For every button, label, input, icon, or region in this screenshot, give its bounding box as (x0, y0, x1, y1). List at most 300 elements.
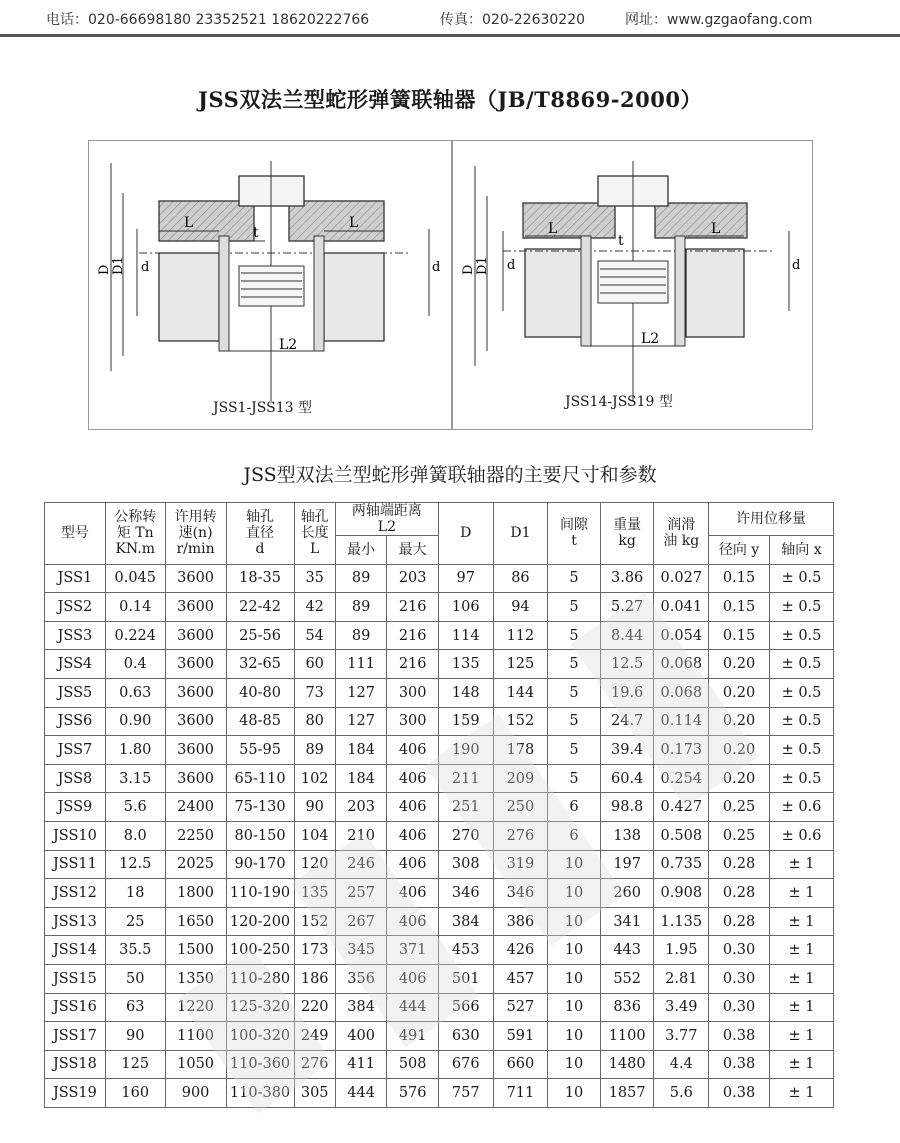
cell-torque: 125 (105, 1050, 165, 1079)
coupling-drawing-1 (89, 141, 451, 429)
cell-dist-min: 257 (335, 879, 387, 908)
dim-d-left-label: d (507, 258, 516, 273)
cell-disp-axial: ± 0.5 (769, 736, 833, 765)
cell-D1: 125 (493, 650, 548, 679)
cell-weight: 1100 (600, 1022, 654, 1051)
phone-text: 电话：020-66698180 23352521 18620222766 (46, 12, 370, 28)
cell-bore: 18-35 (226, 564, 294, 593)
cell-D1: 426 (493, 936, 548, 965)
cell-disp-radial: 0.38 (709, 1079, 770, 1108)
cell-gap: 5 (548, 650, 601, 679)
cell-model: JSS11 (45, 850, 106, 879)
cell-oil: 0.427 (654, 793, 709, 822)
cell-dist-min: 127 (335, 678, 387, 707)
cell-D1: 319 (493, 850, 548, 879)
cell-dist-max: 508 (387, 1050, 439, 1079)
dim-d-left-label: d (141, 260, 150, 275)
cell-bore: 40-80 (226, 678, 294, 707)
cell-disp-axial: ± 1 (769, 1050, 833, 1079)
table-title: JSS型双法兰型蛇形弹簧联轴器的主要尺寸和参数 (243, 464, 657, 486)
cell-gap: 6 (548, 821, 601, 850)
cell-speed: 3600 (165, 707, 226, 736)
cell-weight: 138 (600, 821, 654, 850)
cell-speed: 1100 (165, 1022, 226, 1051)
cell-D: 114 (438, 621, 493, 650)
cell-weight: 260 (600, 879, 654, 908)
cell-model: JSS12 (45, 879, 106, 908)
cell-model: JSS17 (45, 1022, 106, 1051)
cell-torque: 50 (105, 964, 165, 993)
table-row (45, 936, 834, 965)
cell-model: JSS8 (45, 764, 106, 793)
cell-disp-radial: 0.20 (709, 650, 770, 679)
cell-gap: 6 (548, 793, 601, 822)
table-row (45, 564, 834, 593)
cell-torque: 8.0 (105, 821, 165, 850)
cell-disp-axial: ± 0.5 (769, 764, 833, 793)
header-bore: 轴孔 直径 d (226, 503, 294, 565)
cell-D: 106 (438, 593, 493, 622)
cell-disp-axial: ± 0.5 (769, 650, 833, 679)
cell-oil: 1.95 (654, 936, 709, 965)
cell-dist-min: 246 (335, 850, 387, 879)
cell-gap: 10 (548, 879, 601, 908)
cell-oil: 0.041 (654, 593, 709, 622)
cell-D: 501 (438, 964, 493, 993)
cell-dist-max: 406 (387, 907, 439, 936)
cell-gap: 10 (548, 1050, 601, 1079)
cell-weight: 552 (600, 964, 654, 993)
figure-jss1-13 (88, 140, 452, 430)
cell-gap: 5 (548, 707, 601, 736)
cell-oil: 3.49 (654, 993, 709, 1022)
cell-D: 757 (438, 1079, 493, 1108)
cell-speed: 1220 (165, 993, 226, 1022)
dim-L2-label: L2 (279, 337, 298, 353)
cell-D1: 457 (493, 964, 548, 993)
cell-bore: 100-250 (226, 936, 294, 965)
cell-oil: 0.908 (654, 879, 709, 908)
cell-weight: 98.8 (600, 793, 654, 822)
table-row (45, 993, 834, 1022)
cell-dist-min: 267 (335, 907, 387, 936)
table-row (45, 593, 834, 622)
cell-gap: 10 (548, 907, 601, 936)
cell-D: 384 (438, 907, 493, 936)
cell-disp-axial: ± 1 (769, 1079, 833, 1108)
cell-speed: 1650 (165, 907, 226, 936)
cell-gap: 10 (548, 936, 601, 965)
website-text: 网址：www.gzgaofang.com (625, 12, 813, 28)
cell-disp-radial: 0.30 (709, 993, 770, 1022)
cell-model: JSS5 (45, 678, 106, 707)
cell-D: 251 (438, 793, 493, 822)
cell-dist-min: 210 (335, 821, 387, 850)
header-dist-max: 最大 (387, 536, 439, 565)
cell-disp-axial: ± 1 (769, 907, 833, 936)
header-model: 型号 (45, 503, 106, 565)
dim-t-label: t (253, 225, 259, 241)
dim-t-label: t (618, 233, 624, 249)
cell-dist-max: 406 (387, 821, 439, 850)
figure-caption-2: JSS14-JSS19 型 (565, 394, 673, 410)
cell-D1: 386 (493, 907, 548, 936)
cell-dist-max: 576 (387, 1079, 439, 1108)
cell-weight: 60.4 (600, 764, 654, 793)
cell-dist-max: 406 (387, 764, 439, 793)
cell-gap: 10 (548, 993, 601, 1022)
cell-bore: 48-85 (226, 707, 294, 736)
cell-model: JSS7 (45, 736, 106, 765)
cell-D1: 144 (493, 678, 548, 707)
cell-disp-axial: ± 1 (769, 850, 833, 879)
spec-table (44, 502, 834, 1108)
dim-L2-label: L2 (641, 331, 660, 347)
cell-bore: 32-65 (226, 650, 294, 679)
cell-disp-axial: ± 0.5 (769, 621, 833, 650)
cell-torque: 0.045 (105, 564, 165, 593)
cell-speed: 3600 (165, 764, 226, 793)
cell-D1: 711 (493, 1079, 548, 1108)
cell-torque: 12.5 (105, 850, 165, 879)
cell-weight: 12.5 (600, 650, 654, 679)
table-row (45, 850, 834, 879)
cell-disp-radial: 0.38 (709, 1050, 770, 1079)
cell-disp-axial: ± 0.5 (769, 593, 833, 622)
header-weight: 重量 kg (600, 503, 654, 565)
contact-bar (0, 0, 900, 34)
cell-model: JSS18 (45, 1050, 106, 1079)
cell-oil: 0.173 (654, 736, 709, 765)
cell-dist-min: 89 (335, 621, 387, 650)
coupling-drawing-2 (453, 141, 812, 429)
header-length: 轴孔 长度 L (294, 503, 335, 565)
cell-disp-radial: 0.25 (709, 821, 770, 850)
cell-bore: 65-110 (226, 764, 294, 793)
cell-oil: 1.135 (654, 907, 709, 936)
cell-speed: 1500 (165, 936, 226, 965)
cell-D: 453 (438, 936, 493, 965)
cell-D1: 250 (493, 793, 548, 822)
cell-oil: 0.027 (654, 564, 709, 593)
fax-text: 传真：020-22630220 (440, 12, 586, 28)
cell-D: 211 (438, 764, 493, 793)
cell-dist-max: 216 (387, 650, 439, 679)
table-row (45, 736, 834, 765)
cell-length: 152 (294, 907, 335, 936)
dim-D-label: D (97, 264, 112, 275)
cell-D: 308 (438, 850, 493, 879)
cell-dist-max: 406 (387, 793, 439, 822)
cell-torque: 25 (105, 907, 165, 936)
cell-gap: 5 (548, 621, 601, 650)
cell-gap: 10 (548, 964, 601, 993)
cell-oil: 5.6 (654, 1079, 709, 1108)
header-dist-min: 最小 (335, 536, 387, 565)
cell-speed: 1350 (165, 964, 226, 993)
cell-gap: 10 (548, 1022, 601, 1051)
dim-L-left-label: L (184, 215, 194, 231)
cell-dist-max: 406 (387, 964, 439, 993)
cell-torque: 160 (105, 1079, 165, 1108)
cell-torque: 35.5 (105, 936, 165, 965)
cell-bore: 90-170 (226, 850, 294, 879)
cell-disp-radial: 0.15 (709, 593, 770, 622)
header-disp-axial: 轴向 x (769, 536, 833, 565)
cell-weight: 1857 (600, 1079, 654, 1108)
cell-model: JSS14 (45, 936, 106, 965)
cell-weight: 24.7 (600, 707, 654, 736)
cell-torque: 0.14 (105, 593, 165, 622)
dim-D1-label: D1 (475, 256, 490, 275)
cell-dist-max: 491 (387, 1022, 439, 1051)
dim-d-right-label: d (432, 260, 441, 275)
cell-dist-min: 356 (335, 964, 387, 993)
cell-weight: 39.4 (600, 736, 654, 765)
cell-weight: 5.27 (600, 593, 654, 622)
cell-length: 220 (294, 993, 335, 1022)
cell-length: 120 (294, 850, 335, 879)
header-torque: 公称转 矩 Tn KN.m (105, 503, 165, 565)
table-row (45, 1022, 834, 1051)
cell-disp-radial: 0.20 (709, 736, 770, 765)
cell-weight: 341 (600, 907, 654, 936)
cell-bore: 110-360 (226, 1050, 294, 1079)
cell-speed: 3600 (165, 736, 226, 765)
cell-D1: 527 (493, 993, 548, 1022)
cell-D: 346 (438, 879, 493, 908)
table-row (45, 964, 834, 993)
cell-length: 102 (294, 764, 335, 793)
cell-bore: 80-150 (226, 821, 294, 850)
cell-D: 159 (438, 707, 493, 736)
cell-torque: 0.63 (105, 678, 165, 707)
cell-oil: 3.77 (654, 1022, 709, 1051)
cell-disp-axial: ± 1 (769, 1022, 833, 1051)
cell-dist-max: 203 (387, 564, 439, 593)
header-disp-radial: 径向 y (709, 536, 770, 565)
cell-length: 249 (294, 1022, 335, 1051)
cell-weight: 19.6 (600, 678, 654, 707)
cell-D: 566 (438, 993, 493, 1022)
cell-D1: 94 (493, 593, 548, 622)
table-row (45, 907, 834, 936)
cell-length: 276 (294, 1050, 335, 1079)
cell-D1: 152 (493, 707, 548, 736)
cell-disp-radial: 0.20 (709, 764, 770, 793)
cell-bore: 25-56 (226, 621, 294, 650)
cell-oil: 0.508 (654, 821, 709, 850)
cell-length: 305 (294, 1079, 335, 1108)
cell-D: 135 (438, 650, 493, 679)
header-D1: D1 (493, 503, 548, 565)
cell-torque: 0.224 (105, 621, 165, 650)
cell-disp-radial: 0.25 (709, 793, 770, 822)
cell-gap: 5 (548, 764, 601, 793)
cell-speed: 900 (165, 1079, 226, 1108)
dim-D-label: D (461, 264, 476, 275)
cell-dist-min: 411 (335, 1050, 387, 1079)
cell-bore: 55-95 (226, 736, 294, 765)
cell-speed: 3600 (165, 678, 226, 707)
cell-torque: 1.80 (105, 736, 165, 765)
dim-L-right-label: L (711, 221, 721, 237)
cell-disp-radial: 0.38 (709, 1022, 770, 1051)
cell-model: JSS15 (45, 964, 106, 993)
cell-dist-min: 184 (335, 764, 387, 793)
table-row (45, 1050, 834, 1079)
cell-D: 97 (438, 564, 493, 593)
cell-disp-radial: 0.20 (709, 707, 770, 736)
cell-torque: 0.4 (105, 650, 165, 679)
cell-D1: 112 (493, 621, 548, 650)
cell-length: 42 (294, 593, 335, 622)
cell-model: JSS1 (45, 564, 106, 593)
header-distance: 两轴端距离 L2 (335, 503, 438, 536)
cell-length: 89 (294, 736, 335, 765)
cell-D1: 660 (493, 1050, 548, 1079)
cell-speed: 3600 (165, 650, 226, 679)
cell-model: JSS9 (45, 793, 106, 822)
cell-D: 270 (438, 821, 493, 850)
cell-dist-max: 216 (387, 621, 439, 650)
dim-d-right-label: d (792, 258, 801, 273)
cell-length: 60 (294, 650, 335, 679)
cell-dist-min: 444 (335, 1079, 387, 1108)
cell-torque: 3.15 (105, 764, 165, 793)
cell-speed: 1050 (165, 1050, 226, 1079)
cell-disp-radial: 0.28 (709, 850, 770, 879)
cell-dist-max: 371 (387, 936, 439, 965)
cell-bore: 100-320 (226, 1022, 294, 1051)
cell-disp-radial: 0.28 (709, 879, 770, 908)
cell-D: 148 (438, 678, 493, 707)
cell-oil: 4.4 (654, 1050, 709, 1079)
cell-length: 73 (294, 678, 335, 707)
cell-length: 135 (294, 879, 335, 908)
cell-disp-radial: 0.28 (709, 907, 770, 936)
cell-D1: 346 (493, 879, 548, 908)
cell-dist-max: 300 (387, 678, 439, 707)
header-D: D (438, 503, 493, 565)
cell-speed: 3600 (165, 593, 226, 622)
header-gap: 间隙 t (548, 503, 601, 565)
cell-bore: 120-200 (226, 907, 294, 936)
cell-disp-axial: ± 1 (769, 936, 833, 965)
cell-gap: 5 (548, 593, 601, 622)
cell-D: 190 (438, 736, 493, 765)
cell-weight: 3.86 (600, 564, 654, 593)
cell-oil: 0.068 (654, 678, 709, 707)
cell-gap: 5 (548, 736, 601, 765)
cell-model: JSS2 (45, 593, 106, 622)
cell-disp-axial: ± 0.6 (769, 793, 833, 822)
cell-disp-radial: 0.20 (709, 678, 770, 707)
cell-dist-max: 406 (387, 736, 439, 765)
dim-L-right-label: L (349, 215, 359, 231)
cell-gap: 10 (548, 1079, 601, 1108)
cell-model: JSS19 (45, 1079, 106, 1108)
cell-length: 186 (294, 964, 335, 993)
cell-model: JSS13 (45, 907, 106, 936)
cell-dist-min: 400 (335, 1022, 387, 1051)
header-divider (0, 34, 900, 37)
table-row (45, 707, 834, 736)
cell-dist-max: 444 (387, 993, 439, 1022)
table-row (45, 793, 834, 822)
cell-weight: 443 (600, 936, 654, 965)
cell-dist-max: 300 (387, 707, 439, 736)
dim-D1-label: D1 (111, 256, 126, 275)
cell-dist-min: 345 (335, 936, 387, 965)
cell-D1: 591 (493, 1022, 548, 1051)
cell-weight: 1480 (600, 1050, 654, 1079)
cell-speed: 2400 (165, 793, 226, 822)
table-row (45, 879, 834, 908)
header-speed: 许用转 速(n) r/min (165, 503, 226, 565)
cell-D: 676 (438, 1050, 493, 1079)
table-row (45, 1079, 834, 1108)
cell-disp-radial: 0.30 (709, 964, 770, 993)
cell-weight: 836 (600, 993, 654, 1022)
cell-D1: 276 (493, 821, 548, 850)
table-row (45, 621, 834, 650)
cell-dist-min: 89 (335, 564, 387, 593)
cell-gap: 10 (548, 850, 601, 879)
cell-model: JSS10 (45, 821, 106, 850)
cell-bore: 75-130 (226, 793, 294, 822)
cell-disp-axial: ± 0.5 (769, 678, 833, 707)
cell-D: 630 (438, 1022, 493, 1051)
cell-dist-max: 406 (387, 850, 439, 879)
figure-caption-1: JSS1-JSS13 型 (213, 400, 312, 416)
cell-torque: 0.90 (105, 707, 165, 736)
cell-length: 80 (294, 707, 335, 736)
cell-length: 90 (294, 793, 335, 822)
cell-oil: 2.81 (654, 964, 709, 993)
cell-model: JSS4 (45, 650, 106, 679)
cell-oil: 0.054 (654, 621, 709, 650)
cell-speed: 2025 (165, 850, 226, 879)
cell-dist-min: 384 (335, 993, 387, 1022)
cell-speed: 2250 (165, 821, 226, 850)
cell-length: 104 (294, 821, 335, 850)
cell-disp-axial: ± 0.5 (769, 564, 833, 593)
cell-bore: 110-190 (226, 879, 294, 908)
cell-dist-min: 89 (335, 593, 387, 622)
cell-dist-min: 184 (335, 736, 387, 765)
cell-speed: 3600 (165, 621, 226, 650)
cell-gap: 5 (548, 564, 601, 593)
cell-model: JSS6 (45, 707, 106, 736)
cell-torque: 90 (105, 1022, 165, 1051)
cell-bore: 110-280 (226, 964, 294, 993)
cell-weight: 8.44 (600, 621, 654, 650)
cell-oil: 0.114 (654, 707, 709, 736)
cell-torque: 18 (105, 879, 165, 908)
cell-bore: 110-380 (226, 1079, 294, 1108)
figure-jss14-19 (452, 140, 813, 430)
cell-disp-axial: ± 0.6 (769, 821, 833, 850)
cell-weight: 197 (600, 850, 654, 879)
cell-gap: 5 (548, 678, 601, 707)
cell-disp-axial: ± 1 (769, 993, 833, 1022)
table-row (45, 764, 834, 793)
header-displacement: 许用位移量 (709, 503, 834, 536)
cell-speed: 3600 (165, 564, 226, 593)
cell-disp-radial: 0.15 (709, 564, 770, 593)
cell-torque: 5.6 (105, 793, 165, 822)
